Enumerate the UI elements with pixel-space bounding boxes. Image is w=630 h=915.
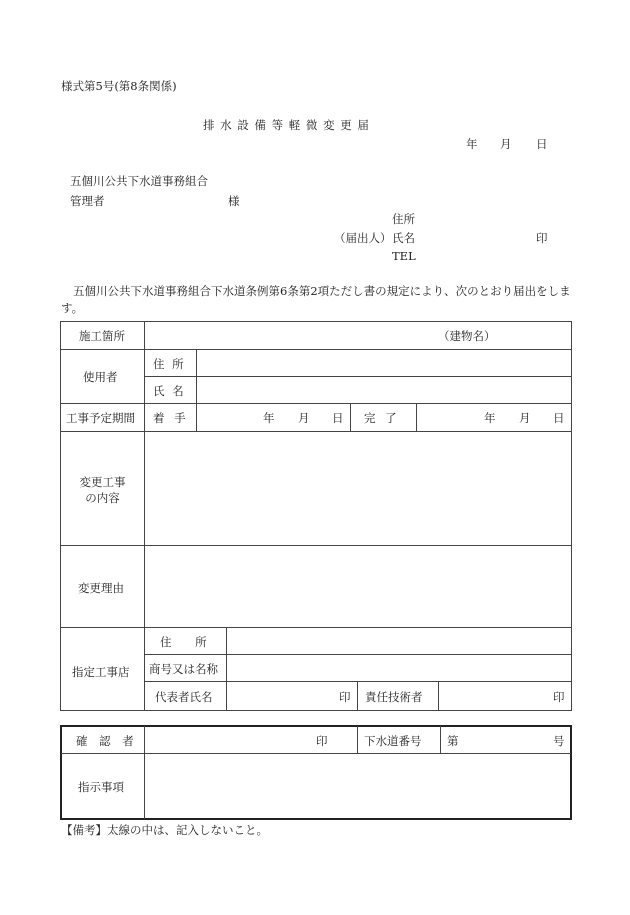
sewer-number-suffix: 号 — [553, 734, 565, 748]
start-month-label: 月 — [298, 411, 310, 425]
start-year-label: 年 — [263, 411, 275, 425]
end-day-label: 日 — [553, 411, 565, 425]
representative-seal: 印 — [339, 690, 351, 704]
responsible-engineer-label: 責任技術者 — [365, 690, 423, 704]
date-month-label: 月 — [500, 137, 512, 151]
contractor-representative-label: 代表者氏名 — [155, 690, 213, 704]
schedule-end-label: 完 了 — [364, 411, 400, 425]
sewer-number-label: 下水道番号 — [364, 734, 422, 748]
footnote: 【備考】太線の中は、記入しないこと。 — [61, 823, 268, 837]
instructions-label: 指示事項 — [78, 780, 124, 794]
contractor-trade-name-label: 商号又は名称 — [149, 662, 218, 676]
applicant-role-label: （届出人） — [334, 231, 392, 245]
applicant-address-label: 住所 — [392, 212, 415, 226]
engineer-seal: 印 — [553, 690, 565, 704]
contractor-label: 指定工事店 — [72, 665, 130, 679]
sewer-number-prefix: 第 — [447, 734, 459, 748]
change-content-label-line2: の内容 — [85, 491, 120, 505]
date-day-label: 日 — [536, 137, 548, 151]
form-title: 排 水 設 備 等 軽 微 変 更 届 — [203, 118, 370, 132]
schedule-label: 工事予定期間 — [66, 411, 135, 425]
confirmer-label: 確 認 者 — [76, 734, 138, 748]
addressee-manager-label: 管理者 — [70, 194, 105, 208]
form-number: 様式第5号(第8条関係) — [61, 79, 177, 93]
schedule-start-label: 着 手 — [153, 411, 189, 425]
date-year-label: 年 — [466, 137, 478, 151]
end-year-label: 年 — [484, 411, 496, 425]
site-label: 施工箇所 — [79, 329, 125, 343]
building-name-hint: （建物名） — [438, 329, 496, 343]
change-content-label-line1: 変更工事 — [79, 475, 126, 489]
confirmer-seal: 印 — [316, 734, 328, 748]
applicant-tel-label: TEL — [392, 249, 416, 263]
start-day-label: 日 — [332, 411, 344, 425]
user-address-label: 住 所 — [153, 357, 186, 371]
user-label: 使用者 — [83, 370, 118, 384]
change-reason-label: 変更理由 — [78, 581, 124, 595]
user-name-label: 氏 名 — [153, 384, 186, 398]
addressee-organization: 五個川公共下水道事務組合 — [70, 174, 208, 188]
applicant-seal: 印 — [536, 231, 548, 245]
end-month-label: 月 — [519, 411, 531, 425]
addressee-honorific: 様 — [228, 194, 240, 208]
intro-text: 五個川公共下水道事務組合下水道条例第6条第2項ただし書の規定により、次のとおり届出をします。 — [61, 284, 571, 315]
applicant-name-label: 氏名 — [392, 231, 415, 245]
contractor-address-label: 住 所 — [160, 635, 217, 649]
